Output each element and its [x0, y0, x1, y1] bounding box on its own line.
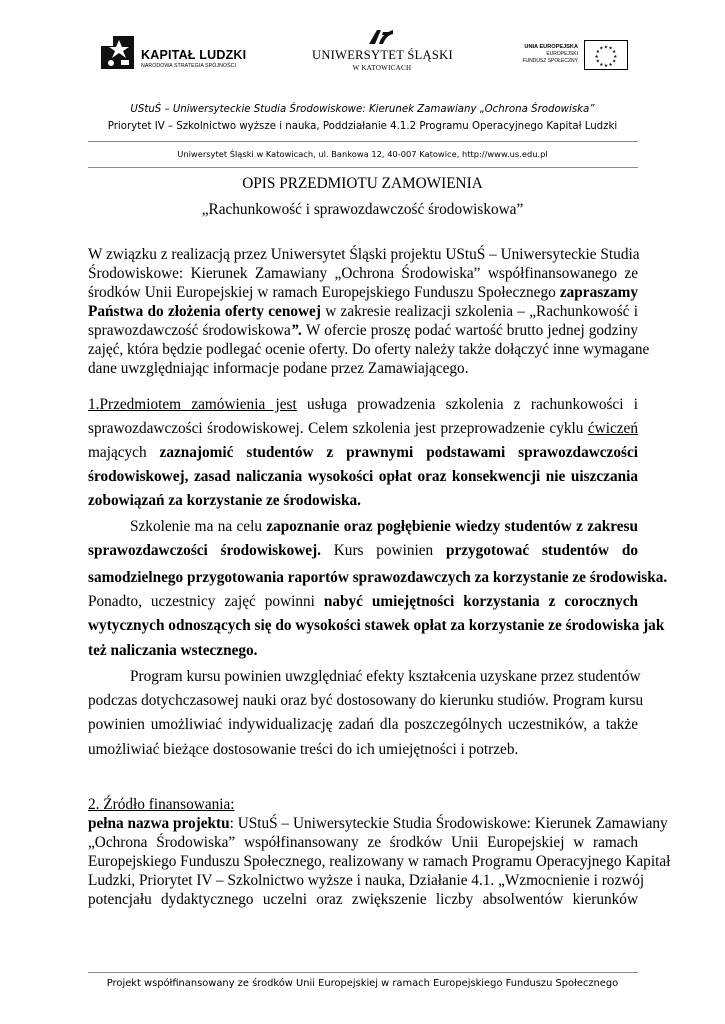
section1-line: powinien umożliwiać indywidualizację zadań dla poszczególnych uczestników, a także [88, 716, 638, 733]
section1-emphasis: zapoznanie oraz pogłębienie wiedzy studentów z zakresu [266, 518, 638, 535]
section1-text: . Celem szkolenia jest przeprowadzenie cyklu [299, 420, 588, 437]
svg-text:★: ★ [599, 46, 604, 52]
footer-divider [88, 972, 638, 973]
section1-heading: 1.Przedmiotem zamówienia jest [88, 396, 297, 413]
svg-text:★: ★ [608, 46, 613, 52]
section1-emphasis: przygotować studentów do [445, 542, 639, 559]
section1-line: środowiskowej, zasad naliczania wysokości opłat oraz konsekwencji nie uiszczania [88, 468, 638, 485]
section2-line: potencjału dydaktycznego uczelni oraz zwiększenie liczby absolwentów kierunków [88, 891, 638, 908]
svg-text:★: ★ [608, 62, 613, 68]
section1-line: Program kursu powinien uwzględniać efekty kształcenia uzyskane przez studentów [130, 668, 641, 685]
intro-emphasis: ”. [290, 322, 303, 339]
section1-text: usługa prowadzenia szkolenia z rachunkowości i [296, 396, 639, 413]
section1-line [130, 518, 638, 536]
eu-logo-text [516, 44, 578, 65]
section1-emphasis: nabyć umiejętności korzystania z corocznych [323, 593, 638, 610]
university-name: UNIWERSYTET ŚLĄSKI [312, 48, 453, 62]
svg-text:★: ★ [595, 59, 600, 65]
intro-line: W związku z realizacją przez Uniwersytet Śląski projektu UStuŚ – Uniwersyteckie Studia [88, 246, 640, 263]
kapital-ludzki-title: KAPITAŁ LUDZKI [141, 48, 247, 62]
university-logo [312, 28, 452, 78]
svg-text:★: ★ [613, 54, 618, 60]
section1-line [88, 542, 638, 560]
intro-text: W ofercie proszę podać wartość brutto jednej godziny [302, 322, 639, 339]
section2-line: Ludzki, Priorytet IV – Szkolnictwo wyższe i nauka, Działanie 4.1. „Wzmocnienie i rozwój [88, 872, 645, 889]
section1-line: umożliwiać bieżące dostosowanie treści do ich umiejętności i potrzeb. [88, 741, 519, 758]
section2-label: pełna nazwa projektu [88, 815, 230, 832]
university-address: Uniwersytet Śląski w Katowicach, ul. Bankowa 12, 40-007 Katowice, http://www.us.edu.pl [177, 149, 548, 159]
section1-line [88, 396, 638, 414]
eu-logo-title: UNIA EUROPEJSKA [524, 44, 578, 50]
section1-line: zobowiązań za korzystanie ze środowiska. [88, 492, 361, 509]
svg-text:★: ★ [612, 50, 617, 56]
intro-text: środków Unii Europejskiej w ramach Europejskiego Funduszu Społecznego [88, 284, 560, 301]
kapital-ludzki-logo [99, 30, 259, 80]
section1-text: Ponadto, uczestnicy zajęć powinni [88, 593, 324, 610]
intro-line: Środowiskowe: Kierunek Zamawiany „Ochrona Środowiska” współfinansowanego ze [88, 265, 638, 282]
section1-text-underlined: ćwiczeń [587, 420, 638, 437]
document-title: OPIS PRZEDMIOTU ZAMOWIENIA [242, 175, 483, 192]
eu-logo-line2: FUNDUSZ SPOŁECZNY [522, 58, 578, 64]
section1-line: wytycznych odnoszących się do wysokości stawek opłat za korzystanie ze środowiska jak [88, 617, 665, 634]
section1-line: samodzielnego przygotowania raportów sprawozdawczych za korzystanie ze środowiska. [88, 569, 668, 586]
intro-emphasis: zapraszamy [559, 284, 638, 301]
intro-line: dane uwzględniając informacje podane przez Zamawiającego. [88, 360, 469, 377]
svg-text:★: ★ [599, 62, 604, 68]
section2-text: : UStuŚ – Uniwersyteckie Studia Środowiskowe: Kierunek Zamawiany [229, 815, 668, 832]
intro-text: w zakresie realizacji szkolenia – „Rachunkowość i [320, 303, 638, 320]
project-priority: Priorytet IV – Szkolnictwo wyższe i nauka, Poddziałanie 4.1.2 Programu Operacyjnego Kapitał Ludzki [107, 121, 618, 132]
svg-text:★: ★ [603, 45, 609, 51]
university-emblem-icon [367, 28, 395, 46]
footer-text: Projekt współfinansowany ze środków Unii Europejskiej w ramach Europejskiego Funduszu Społecznego [106, 978, 619, 989]
intro-line [88, 284, 638, 302]
section1-emphasis: sprawozdawczości środowiskowej. [88, 542, 321, 559]
intro-line [88, 322, 638, 340]
section1-line [88, 444, 638, 462]
header-divider-bottom [88, 167, 638, 168]
svg-text:★: ★ [603, 64, 609, 70]
section1-line [88, 593, 638, 611]
eu-logo [516, 40, 628, 74]
section1-line: podczas dotychczasowej nauki oraz być dostosowany do kierunku studiów. Program kursu [88, 692, 644, 709]
section2-line: Europejskiego Funduszu Społecznego, realizowany w ramach Programu Operacyjnego Kapitał [88, 853, 671, 870]
svg-text:★: ★ [612, 59, 617, 65]
section1-emphasis: zaznajomić studentów z prawnymi podstawami sprawozdawczości [159, 444, 638, 461]
svg-text:★: ★ [594, 54, 599, 60]
project-title: UStuŚ – Uniwersyteckie Studia Środowiskowe: Kierunek Zamawiany „Ochrona Środowiska” [130, 104, 595, 115]
svg-text:★: ★ [595, 50, 600, 56]
intro-line [88, 303, 638, 321]
section2-line: „Ochrona Środowiska” współfinansowany ze środków Unii Europejskiej w ramach [88, 834, 638, 851]
kapital-ludzki-emblem-icon [99, 30, 137, 74]
document-subtitle: „Rachunkowość i sprawozdawczość środowiskowa” [201, 201, 524, 218]
eu-logo-line1: EUROPEJSKI [546, 51, 578, 57]
section2-line [88, 815, 668, 833]
section2-heading: 2. Źródło finansowania: [88, 796, 235, 813]
header-divider-top [88, 141, 638, 142]
intro-text: sprawozdawczość środowiskowa [88, 322, 291, 339]
intro-emphasis: Państwa do złożenia oferty cenowej [88, 303, 321, 320]
section1-text: sprawozdawczości środowiskowej [88, 420, 300, 437]
intro-line: zajęć, która będzie podlegać ocenie oferty. Do oferty należy także dołączyć inne wymagane [88, 341, 650, 358]
section1-text: Kurs powinien [321, 542, 446, 559]
section1-line [88, 420, 638, 438]
university-city: W KATOWICACH [352, 64, 412, 72]
kapital-ludzki-subtitle: NARODOWA STRATEGIA SPÓJNOŚCI [141, 63, 237, 69]
eu-flag-icon [584, 40, 628, 70]
section1-line: też naliczania wstecznego. [88, 642, 258, 659]
section1-text: mających [88, 444, 160, 461]
section1-text: Szkolenie ma na celu [130, 518, 267, 535]
